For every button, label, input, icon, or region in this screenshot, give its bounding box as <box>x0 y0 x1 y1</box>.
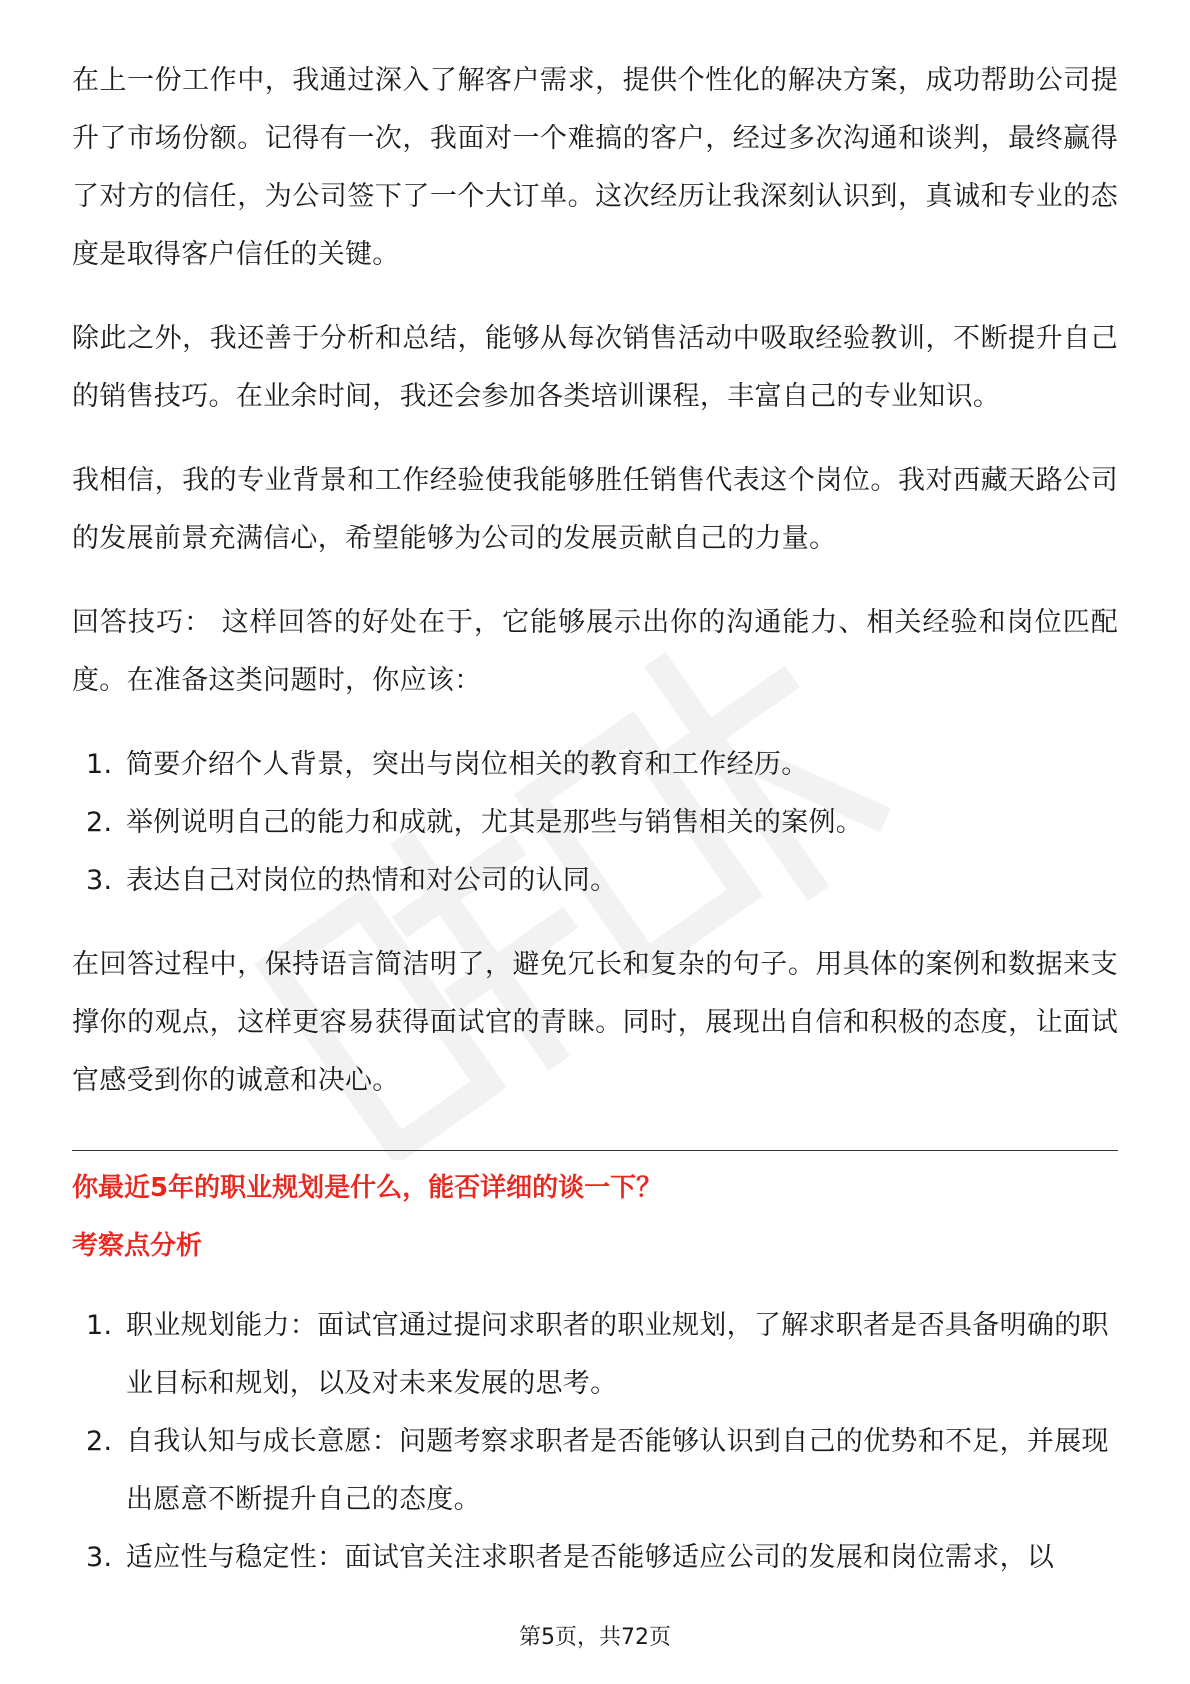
list-text: 举例说明自己的能力和成就，尤其是那些与销售相关的案例。 <box>126 807 864 838</box>
list-item <box>72 736 1118 794</box>
paragraph-closing: 在回答过程中，保持语言简洁明了，避免冗长和复杂的句子。用具体的案例和数据来支撑你的观点，这样更容易获得面试官的青睐。同时，展现出自信和积极的态度，让面试官感受到你的诚意和决心。 <box>72 949 1118 1096</box>
list-number: 3. <box>86 865 113 896</box>
tips-list <box>72 736 1118 910</box>
list-item <box>72 852 1118 910</box>
list-text: 职业规划能力：面试官通过提问求职者的职业规划，了解求职者是否具备明确的职业目标和规划，以及对未来发展的思考。 <box>126 1310 1109 1399</box>
list-item <box>72 1529 1118 1587</box>
paragraph-confidence: 我相信，我的专业背景和工作经验使我能够胜任销售代表这个岗位。我对西藏天路公司的发展前景充满信心，希望能够为公司的发展贡献自己的力量。 <box>72 465 1118 554</box>
list-text: 适应性与稳定性：面试官关注求职者是否能够适应公司的发展和岗位需求，以 <box>126 1542 1055 1573</box>
list-item <box>72 794 1118 852</box>
question-heading: 你最近5年的职业规划是什么，能否详细的谈一下？ <box>72 1173 663 1203</box>
analysis-heading: 考察点分析 <box>72 1231 203 1261</box>
list-text: 简要介绍个人背景，突出与岗位相关的教育和工作经历。 <box>126 749 809 780</box>
list-number: 3. <box>86 1542 113 1573</box>
document-page <box>72 52 1118 1587</box>
list-text: 自我认知与成长意愿：问题考察求职者是否能够认识到自己的优势和不足，并展现出愿意不断提升自己的态度。 <box>126 1426 1109 1515</box>
list-number: 2. <box>86 807 113 838</box>
page-footer: 第5页，共72页 <box>519 1625 671 1650</box>
list-number: 1. <box>86 749 113 780</box>
section-divider <box>72 1150 1118 1151</box>
list-number: 2. <box>86 1426 113 1457</box>
list-item <box>72 1413 1118 1529</box>
list-item <box>72 1297 1118 1413</box>
analysis-list <box>72 1297 1118 1587</box>
paragraph-skills: 除此之外，我还善于分析和总结，能够从每次销售活动中吸取经验教训，不断提升自己的销售技巧。在业余时间，我还会参加各类培训课程，丰富自己的专业知识。 <box>72 323 1118 412</box>
list-text: 表达自己对岗位的热情和对公司的认同。 <box>126 865 618 896</box>
paragraph-answer-tips: 回答技巧： 这样回答的好处在于，它能够展示出你的沟通能力、相关经验和岗位匹配度。在准备这类问题时，你应该： <box>72 607 1118 696</box>
paragraph-experience: 在上一份工作中，我通过深入了解客户需求，提供个性化的解决方案，成功帮助公司提升了市场份额。记得有一次，我面对一个难搞的客户，经过多次沟通和谈判，最终赢得了对方的信任，为公司签下了一个大订单。这次经历让我深刻认识到，真诚和专业的态度是取得客户信任的关键。 <box>72 65 1118 270</box>
list-number: 1. <box>86 1310 113 1341</box>
